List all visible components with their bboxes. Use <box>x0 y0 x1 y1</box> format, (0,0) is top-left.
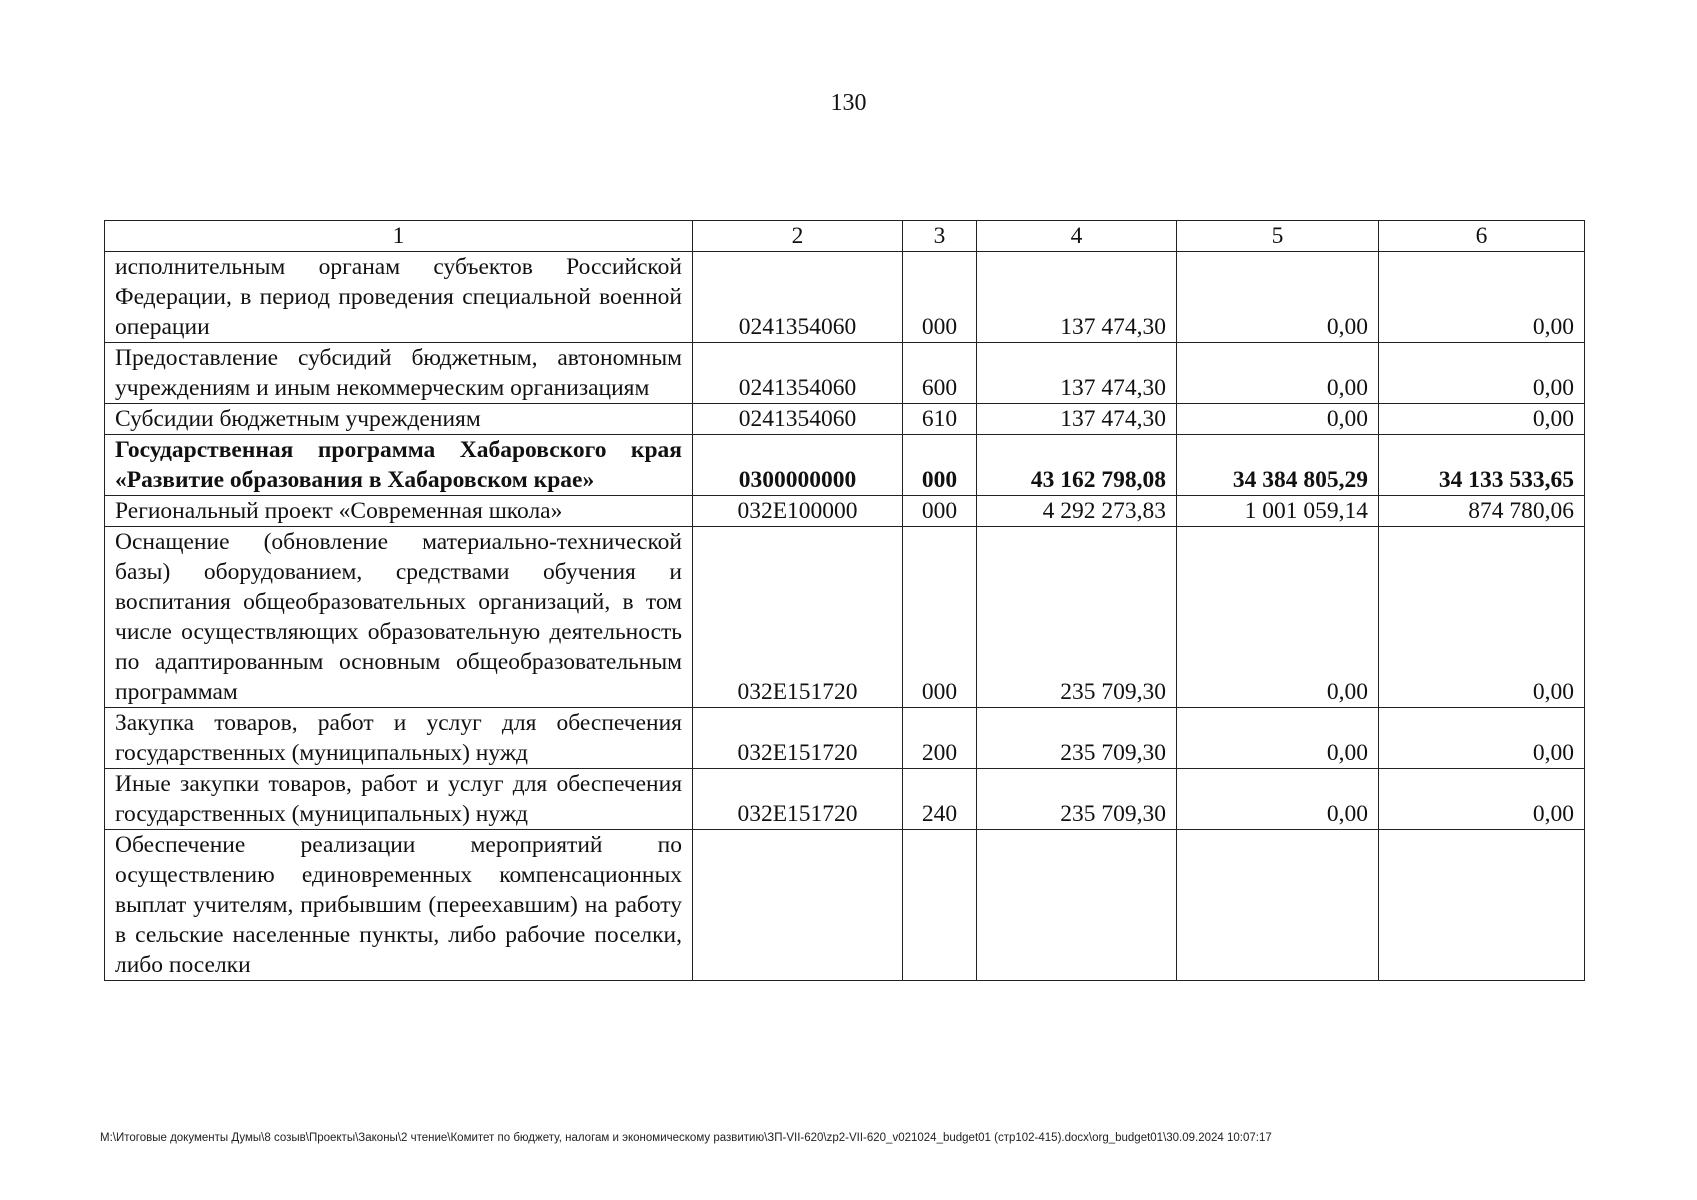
row-amount-col6: 0,00 <box>1379 708 1585 769</box>
page-number: 130 <box>830 90 867 116</box>
row-expense-type <box>903 830 977 981</box>
row-expense-type: 200 <box>903 708 977 769</box>
row-name: Предоставление субсидий бюджетным, автономным учреждениям и иным некоммерческим организациям <box>105 343 693 404</box>
row-amount-col6: 34 133 533,65 <box>1379 435 1585 496</box>
row-amount-col6: 874 780,06 <box>1379 496 1585 527</box>
table-row <box>105 708 1585 769</box>
row-amount-col5: 0,00 <box>1177 527 1379 708</box>
row-amount-col4: 235 709,30 <box>977 708 1177 769</box>
row-amount-col5: 0,00 <box>1177 404 1379 435</box>
row-amount-col5: 34 384 805,29 <box>1177 435 1379 496</box>
row-amount-col5: 0,00 <box>1177 769 1379 830</box>
table-row <box>105 252 1585 343</box>
row-name: Региональный проект «Современная школа» <box>105 496 693 527</box>
row-amount-col6: 0,00 <box>1379 343 1585 404</box>
row-amount-col4: 137 474,30 <box>977 404 1177 435</box>
row-target-code: 0241354060 <box>693 343 903 404</box>
table-row <box>105 769 1585 830</box>
row-name: Государственная программа Хабаровского края «Развитие образования в Хабаровском крае» <box>105 435 693 496</box>
row-amount-col6: 0,00 <box>1379 527 1585 708</box>
column-header-2: 2 <box>693 221 903 252</box>
row-amount-col4: 137 474,30 <box>977 343 1177 404</box>
row-amount-col5: 1 001 059,14 <box>1177 496 1379 527</box>
row-expense-type: 610 <box>903 404 977 435</box>
row-expense-type: 600 <box>903 343 977 404</box>
row-amount-col6 <box>1379 830 1585 981</box>
table-row <box>105 343 1585 404</box>
row-name: Обеспечение реализации мероприятий по осуществлению единовременных компенсационных выплат учителям, прибывшим (переехавшим) на работу в сельские населенные пункты, либо рабочие поселки, либо поселки <box>105 830 693 981</box>
row-name: Закупка товаров, работ и услуг для обеспечения государственных (муниципальных) нужд <box>105 708 693 769</box>
table-row-continued <box>105 830 1585 981</box>
row-amount-col5 <box>1177 830 1379 981</box>
budget-table <box>104 220 1585 981</box>
row-amount-col4: 235 709,30 <box>977 769 1177 830</box>
file-path-footer: M:\Итоговые документы Думы\8 созыв\Проекты\Законы\2 чтение\Комитет по бюджету, налогам и экономическому развитию\ЗП-VII-620\zp2-VII-620_v021024_budget01 (стр102-415).docx\org_budget01\30.09.2024 10:07:17 <box>100 1132 1272 1144</box>
row-amount-col5: 0,00 <box>1177 708 1379 769</box>
table-header-row <box>105 221 1585 252</box>
row-expense-type: 000 <box>903 496 977 527</box>
row-expense-type: 000 <box>903 435 977 496</box>
column-header-6: 6 <box>1379 221 1585 252</box>
row-amount-col5: 0,00 <box>1177 252 1379 343</box>
row-name: исполнительным органам субъектов Российской Федерации, в период проведения специальной военной операции <box>105 252 693 343</box>
row-amount-col4: 137 474,30 <box>977 252 1177 343</box>
row-expense-type: 000 <box>903 527 977 708</box>
row-amount-col6: 0,00 <box>1379 252 1585 343</box>
row-name: Оснащение (обновление материально-технической базы) оборудованием, средствами обучения и воспитания общеобразовательных организаций, в том числе осуществляющих образовательную деятельность по адаптированным основным общеобразовательным программам <box>105 527 693 708</box>
row-target-code <box>693 830 903 981</box>
row-name: Субсидии бюджетным учреждениям <box>105 404 693 435</box>
row-target-code: 032E151720 <box>693 708 903 769</box>
column-header-3: 3 <box>903 221 977 252</box>
row-target-code: 0300000000 <box>693 435 903 496</box>
row-target-code: 032E151720 <box>693 527 903 708</box>
row-expense-type: 240 <box>903 769 977 830</box>
row-expense-type: 000 <box>903 252 977 343</box>
row-amount-col4: 4 292 273,83 <box>977 496 1177 527</box>
row-amount-col6: 0,00 <box>1379 769 1585 830</box>
column-header-1: 1 <box>105 221 693 252</box>
row-amount-col4: 43 162 798,08 <box>977 435 1177 496</box>
row-amount-col4: 235 709,30 <box>977 527 1177 708</box>
row-target-code: 0241354060 <box>693 252 903 343</box>
row-target-code: 0241354060 <box>693 404 903 435</box>
column-header-5: 5 <box>1177 221 1379 252</box>
row-amount-col4 <box>977 830 1177 981</box>
column-header-4: 4 <box>977 221 1177 252</box>
row-target-code: 032E151720 <box>693 769 903 830</box>
table-row-program <box>105 435 1585 496</box>
row-amount-col6: 0,00 <box>1379 404 1585 435</box>
table-row <box>105 496 1585 527</box>
row-amount-col5: 0,00 <box>1177 343 1379 404</box>
table-row <box>105 527 1585 708</box>
row-name: Иные закупки товаров, работ и услуг для обеспечения государственных (муниципальных) нужд <box>105 769 693 830</box>
table-row <box>105 404 1585 435</box>
row-target-code: 032E100000 <box>693 496 903 527</box>
